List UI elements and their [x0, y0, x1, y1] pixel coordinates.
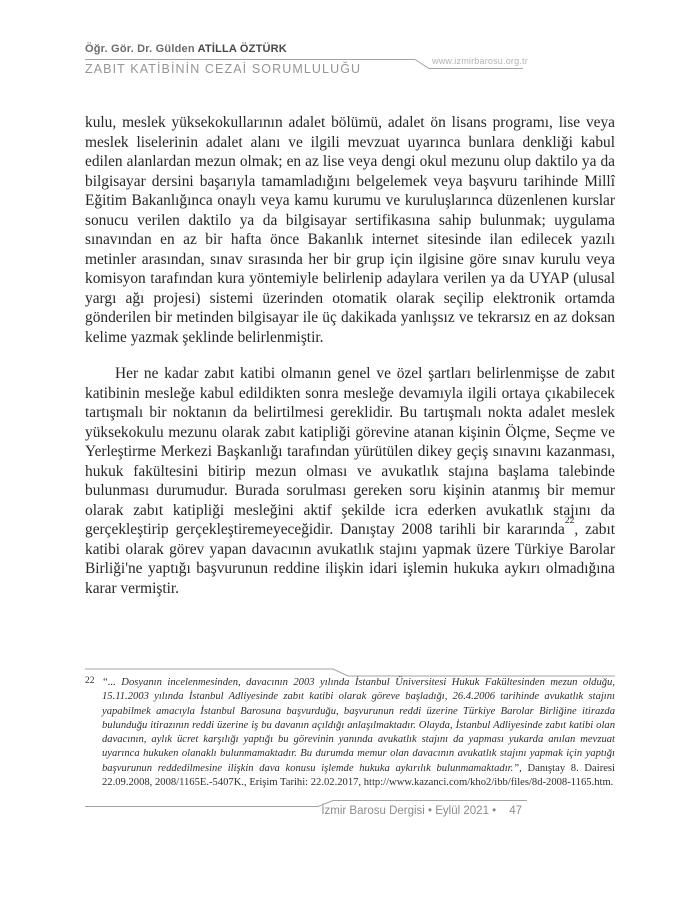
- footnote-quote: “... Dosyanın incelenmesinden, davacının 2003 yılında İstanbul Üniversitesi Hukuk Fakültesinden mezun olduğu, 15.11.2003 yılında İstanbul Adliyesinde zabıt katibi olarak göreve başladığı, 26.4.2006 tarihinde avukatlık stajını yapabilmek amacıyla İstanbul Barosuna başvurduğu, başvurunun reddi üzerine Türkiye Barolar Birliğine itirazda bulunduğu itirazının reddi üzerine iş bu davanın açıldığı anlaşılmaktadır. Olayda, İstanbul Adliyesinde zabıt katibi olan davacının, aylık ücret karşılığı yaptığı bu görevinin yanında avukatlık stajını da yapması yukarda anılan mevzuat uyarınca hukuken olanaklı bulunmamaktadır. Bu durumda memur olan davacının avukatlık stajını yapmak için yaptığı başvurunun reddedilmesine ilişkin dava konusu işlemde hukuka aykırılık bulunmamaktadır.”,: [102, 677, 615, 774]
- website-url: www.izmirbarosu.org.tr: [432, 56, 528, 66]
- footnote-citation: Danıştay 8. Dairesi 22.09.2008, 2008/1165E.-5407K., Erişim Tarihi: 22.02.2017,: [102, 762, 615, 789]
- article-title: ZABIT KATİBİNİN CEZAİ SORUMLULUĞU: [85, 62, 362, 76]
- footnote-url: http://www.kazanci.com/kho2/ibb/files/8d-2008-1165.htm.: [363, 777, 614, 789]
- paragraph-1: [85, 113, 615, 347]
- body-text: [85, 113, 615, 598]
- paragraph-1-text: kulu, meslek yüksekokullarının adalet bölümü, adalet ön lisans programı, lise veya meslek liselerinin adalet alanı ve ilgili mevzuat uyarınca bunlara denkliği kabul edilen alanlardan mezun olmak; en az lise veya dengi okul mezunu olup daktilo ya da bilgisayar dersini başarıyla tamamladığını belgelemek veya başvuru tarihinde Millî Eğitim Bakanlığınca onaylı veya kamu kurumu ve kuruluşlarınca düzenlenen kurslar sonucu verilen daktilo ya da bilgisayar sertifikasına sahip bulunmak; uygulama sınavından en az bir hafta önce Bakanlık internet sitesinde ilan edilecek yazılı metinler arasından, sınav sırasında her bir grup için ilgisine göre sınav kurulu veya komisyon tarafından kura yöntemiyle belirlenip adaylara verilen ya da UYAP (ulusal yargı ağı projesi) sistemi üzerinden otomatik olarak seçilip elektronik ortamda gönderilen bir metinden bilgisayar ile üç dakikada yanlışsız ve tekrarsız en az doksan kelime yazmak şeklinde belirlenmiştir.: [85, 114, 615, 346]
- footnote-reference: 22: [564, 515, 575, 526]
- footnote-number: 22: [85, 676, 95, 686]
- journal-name-date: İzmir Barosu Dergisi • Eylül 2021 •: [321, 805, 497, 817]
- paragraph-2: [85, 364, 615, 598]
- paragraph-2-post: , zabıt katibi olarak görev yapan davacının avukatlık stajını yapmak üzere Türkiye Barolar Birliği'ne yaptığı başvurunun reddine ilişkin idari işlemin hukuka aykırı olmadığına karar vermiştir.: [85, 521, 615, 597]
- author-line: [85, 43, 615, 55]
- author-name: ATİLLA ÖZTÜRK: [197, 43, 287, 55]
- page-number: 47: [509, 805, 522, 817]
- page-footer: [85, 805, 522, 817]
- author-prefix: Öğr. Gör. Dr. Gülden: [85, 43, 198, 55]
- paragraph-2-pre: Her ne kadar zabıt katibi olmanın genel ve özel şartları belirlenmişse de zabıt katibinin mesleğe kabul edildikten sonra mesleğe devamıyla ilgili ortaya çıkabilecek tartışmalı bir noktanın da belirtilmesi gereklidir. Bu tartışmalı nokta adalet meslek yüksekokulu mezunu olarak zabıt katipliği görevine atanan kişinin Ölçme, Seçme ve Yerleştirme Merkezi Başkanlığı tarafından yürütülen dikey geçiş sınavını kazanması, hukuk fakültesini bitirip mezun olması ve avukatlık stajına başlama talebinde bulunması durumudur. Burada sorulması gereken soru kişinin atanmış bir memur olarak zabıt katipliği mesleğini aktif şekilde icra ederken avukatlık stajını da gerçekleştirip gerçekleştiremeyeceğidir. Danıştay 2008 tarihli bir kararında: [85, 365, 615, 538]
- footnote-body: [102, 676, 615, 790]
- footnote: [85, 676, 615, 790]
